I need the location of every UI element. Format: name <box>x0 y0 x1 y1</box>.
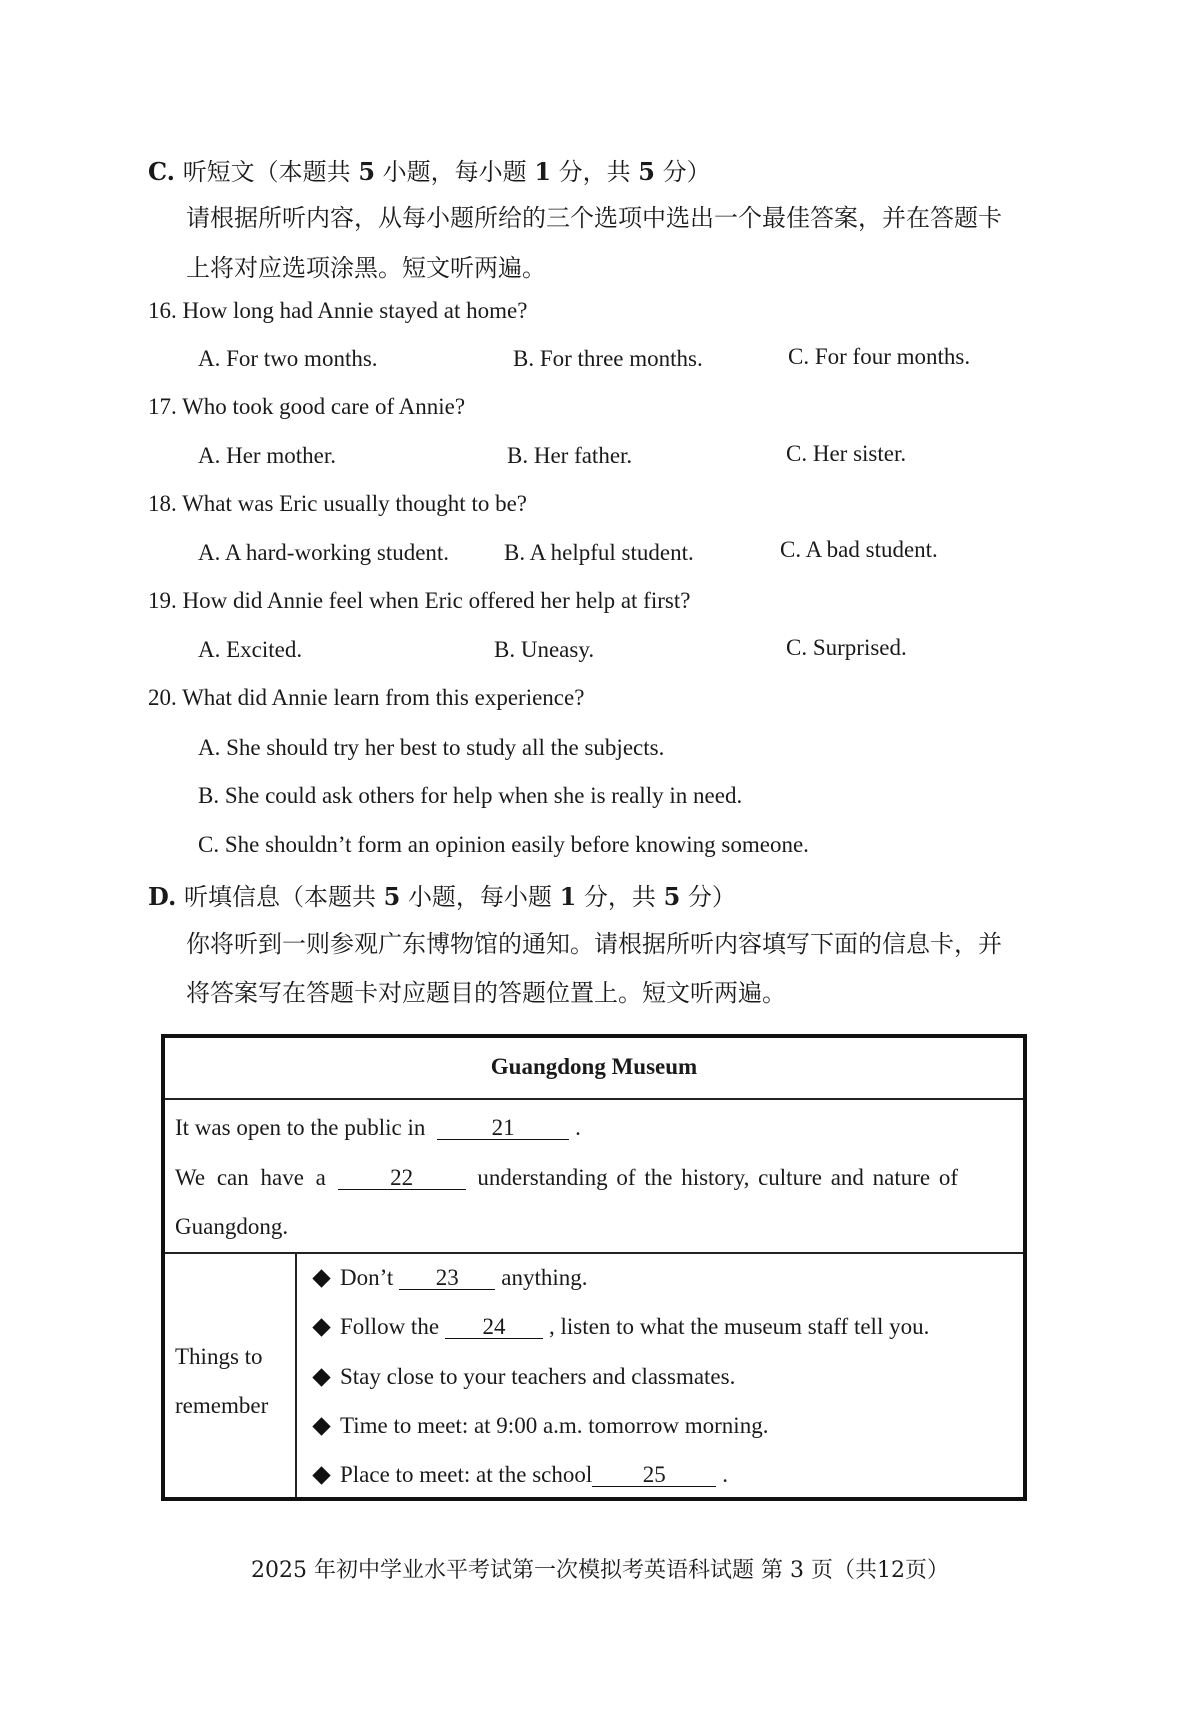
option-17-c: C. Her sister. <box>786 441 907 466</box>
section-c-title-text: 听短文（本题共 <box>182 158 351 186</box>
rule-item-2 <box>313 1314 929 1340</box>
info-card-table <box>161 1034 1027 1501</box>
diamond-bullet-icon <box>312 1318 330 1336</box>
table-header: Guangdong Museum <box>490 1054 698 1079</box>
blank-24: 24 <box>445 1316 543 1339</box>
rule-item-1 <box>313 1265 588 1291</box>
rule-item-3 <box>313 1364 735 1390</box>
section-c-instruction-1: 请根据所听内容，从每小题所给的三个选项中选出一个最佳答案，并在答题卡 <box>186 204 1002 232</box>
option-16-b: B. For three months. <box>513 346 703 371</box>
section-d-title <box>148 877 736 912</box>
section-c-points-total: 5 <box>638 157 655 186</box>
option-18-c: C. A bad student. <box>780 537 938 562</box>
open-date-text: It was open to the public in <box>175 1115 426 1140</box>
option-18-a: A. A hard-working student. <box>198 540 450 565</box>
rule-1-post: anything. <box>501 1265 588 1290</box>
rule-1-pre: Don’t <box>340 1265 394 1290</box>
things-label-line1: Things to <box>175 1344 263 1369</box>
open-date-period: . <box>575 1115 581 1140</box>
question-19: 19. How did Annie feel when Eric offered her help at first? <box>148 588 691 613</box>
section-c-title-mid1: 小题，每小题 <box>382 158 527 186</box>
section-d-title-mid1: 小题，每小题 <box>407 883 552 911</box>
table-divider-header <box>165 1098 1023 1100</box>
option-20-c: C. She shouldn’t form an opinion easily before knowing someone. <box>198 832 809 857</box>
section-c-instruction-2: 上将对应选项涂黑。短文听两遍。 <box>186 254 546 282</box>
diamond-bullet-icon <box>312 1368 330 1386</box>
rule-item-4 <box>313 1413 768 1439</box>
option-16-a: A. For two months. <box>198 346 378 371</box>
section-c-points-each: 1 <box>534 157 552 186</box>
rule-5-pre: Place to meet: at the school <box>340 1462 593 1487</box>
table-divider-row <box>165 1252 1023 1254</box>
table-row-guangdong: Guangdong. <box>175 1214 289 1239</box>
blank-21: 21 <box>437 1117 569 1140</box>
section-c-title-end: 分） <box>662 158 711 186</box>
option-20-a: A. She should try her best to study all the subjects. <box>198 735 665 760</box>
rule-3-text: Stay close to your teachers and classmates. <box>340 1364 736 1389</box>
rule-item-5 <box>313 1462 728 1488</box>
section-d-count: 5 <box>383 882 401 911</box>
section-d-title-text: 听填信息（本题共 <box>183 883 376 911</box>
option-17-a: A. Her mother. <box>198 443 336 468</box>
section-c-count: 5 <box>358 157 376 186</box>
option-20-b: B. She could ask others for help when she is really in need. <box>198 783 743 808</box>
option-19-a: A. Excited. <box>198 637 303 662</box>
section-d-title-end: 分） <box>687 883 736 911</box>
section-c-title <box>148 152 711 187</box>
rule-5-post: . <box>722 1462 729 1487</box>
option-17-b: B. Her father. <box>507 443 633 468</box>
option-16-c: C. For four months. <box>788 344 971 369</box>
blank-23: 23 <box>399 1267 495 1290</box>
option-19-b: B. Uneasy. <box>494 637 595 662</box>
option-19-c: C. Surprised. <box>786 635 907 660</box>
question-18: 18. What was Eric usually thought to be? <box>148 491 527 516</box>
rule-2-post: , listen to what the museum staff tell you. <box>549 1314 930 1339</box>
diamond-bullet-icon <box>312 1269 330 1287</box>
page-footer: 2025 年初中学业水平考试第一次模拟考英语科试题 第 3 页（共12页） <box>251 1558 949 1583</box>
section-d-instruction-1: 你将听到一则参观广东博物馆的通知。请根据所听内容填写下面的信息卡，并 <box>186 930 1002 958</box>
section-c-title-mid2: 分，共 <box>558 158 631 186</box>
option-18-b: B. A helpful student. <box>504 540 694 565</box>
question-17: 17. Who took good care of Annie? <box>148 394 466 419</box>
section-c-letter: C. <box>148 157 176 186</box>
rule-2-pre: Follow the <box>340 1314 440 1339</box>
rule-4-text: Time to meet: at 9:00 a.m. tomorrow morning. <box>340 1413 769 1438</box>
blank-22: 22 <box>338 1167 466 1190</box>
table-row-understanding <box>175 1165 1013 1191</box>
section-d-title-mid2: 分，共 <box>583 883 656 911</box>
section-d-letter: D. <box>148 882 177 911</box>
table-divider-column <box>295 1252 297 1497</box>
understanding-pre: We can have a <box>175 1165 326 1190</box>
understanding-post: understanding of the history, culture and nature of <box>477 1165 959 1190</box>
section-d-points-total: 5 <box>663 882 681 911</box>
blank-25: 25 <box>592 1464 716 1487</box>
diamond-bullet-icon <box>312 1417 330 1435</box>
question-16: 16. How long had Annie stayed at home? <box>148 298 528 323</box>
question-20: 20. What did Annie learn from this experience? <box>148 685 585 710</box>
things-label-line2: remember <box>175 1393 269 1418</box>
section-d-instruction-2: 将答案写在答题卡对应题目的答题位置上。短文听两遍。 <box>186 979 786 1007</box>
table-row-open-date <box>175 1115 581 1141</box>
section-d-points-each: 1 <box>559 882 577 911</box>
diamond-bullet-icon <box>312 1466 330 1484</box>
